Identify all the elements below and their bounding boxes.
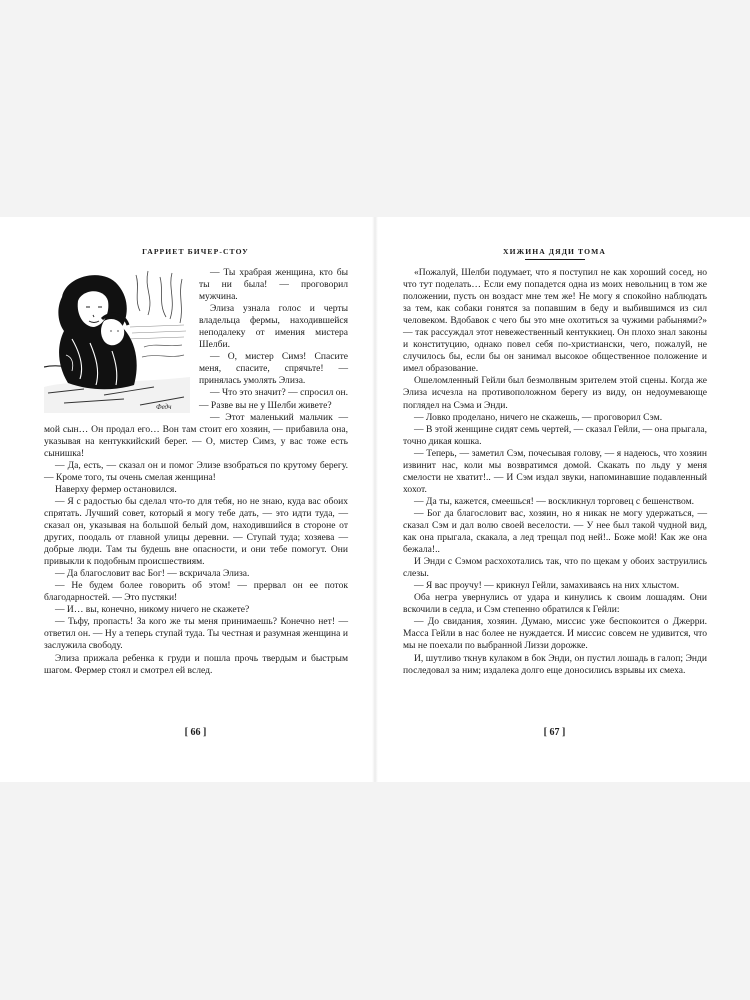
paragraph: — Бог да благословит вас, хозяин, но я никак не могу удержаться, — сказал Сэм и дал волю своей веселости. — У нее был такой чудной вид, как она прыгала, скакала, а лед трещал под ней!.. Боже мой! Как же она бежала!..	[403, 507, 707, 556]
paragraph: — Я вас проучу! — крикнул Гейли, замахиваясь на них хлыстом.	[414, 580, 680, 592]
paragraph: — Не будем более говорить об этом! — прервал он ее поток благодарностей. — Это пустяки!	[44, 580, 348, 604]
paragraph: И, шутливо ткнув кулаком в бок Энди, он пустил лошадь в галоп; Энди последовал за ним; издалека долго еще доносились взрывы их смеха.	[403, 652, 707, 676]
book-spread	[0, 217, 750, 782]
paragraph: — Что это значит? — спросил он. — Разве вы не у Шелби живете?	[199, 387, 348, 411]
right-page	[375, 217, 750, 782]
running-head-text: ГАРРИЕТ БИЧЕР-СТОУ	[142, 247, 249, 256]
paragraph: — До свидания, хозяин. Думаю, миссис уже беспокоится о Джерри. Масса Гейли в нас более не нуждается. И миссис совсем не удивится, что мы не поехали по выбранной Лиззи дорожке.	[403, 616, 707, 652]
head-rule	[525, 259, 585, 260]
page-number: [ 67 ]	[543, 727, 566, 738]
paragraph: Ошеломленный Гейли был безмолвным зрителем этой сцены. Когда же Элиза исчезла на противоположном берегу из виду, он недоумевающе поглядел на Сэма и Энди.	[403, 375, 707, 411]
right-page-text	[403, 267, 707, 677]
paragraph: — Теперь, — заметил Сэм, почесывая голову, — я надеюсь, что хозяин извинит нас, коли мы возвратимся домой. Скакать по льду у меня смелости не хватит!.. — И Сэм издал звуки, напоминавшие подавленный хохот.	[403, 447, 707, 495]
paragraph: — О, мистер Симз! Спасите меня, спасите, спрячьте! — принялась умолять Элиза.	[199, 351, 348, 387]
illustration-woman-with-child	[44, 267, 190, 413]
paragraph: Оба негра увернулись от удара и кинулись к своим лошадям. Они вскочили в седла, и Сэм степенно обратился к Гейли:	[403, 592, 707, 616]
paragraph: — Да, есть, — сказал он и помог Элизе взобраться по крутому берегу. — Кроме того, ты очень смелая женщина!	[44, 459, 348, 483]
left-page-text	[44, 267, 348, 677]
running-head-title	[403, 247, 706, 260]
paragraph: Элиза прижала ребенка к груди и пошла прочь твердым и быстрым шагом. Фермер стоял и смотрел ей вслед.	[44, 652, 348, 676]
paragraph: — Тьфу, пропасть! За кого же ты меня принимаешь? Конечно нет! — ответил он. — Ну а теперь ступай туда. Ты честная и разумная женщина и заслужила свободу.	[44, 616, 348, 652]
paragraph: Элиза узнала голос и черты владельца фермы, находившейся неподалеку от имения мистера Шелби.	[199, 303, 348, 351]
paragraph: Наверху фермер остановился.	[55, 483, 177, 495]
page-number: [ 66 ]	[184, 727, 207, 738]
running-head-text: ХИЖИНА ДЯДИ ТОМА	[503, 247, 606, 256]
illustration-signature: Федч	[156, 403, 172, 411]
paragraph: — Ловко проделано, ничего не скажешь, — проговорил Сэм.	[414, 411, 663, 423]
paragraph: — И… вы, конечно, никому ничего не скажете?	[55, 604, 250, 616]
paragraph: — Ты храбрая женщина, кто бы ты ни была! — проговорил мужчина.	[199, 267, 348, 303]
left-page	[0, 217, 375, 782]
paragraph: — Да благословит вас Бог! — вскричала Элиза.	[55, 568, 250, 580]
paragraph: «Пожалуй, Шелби подумает, что я поступил не как хороший сосед, но что тут поделать… Если ему попадется одна из моих невольниц в том же положении, пусть он воздаст мне тем же! Не могу я спокойно наблюдать за тем, как собаки гонятся за попавшим в беду и выбившимся из сил человеком. Вдобавок с чего бы это мне охотиться за чужими рабынями?» — так рассуждал этот невежественный кентуккиец. Он плохо знал законы и конституцию, однако повел себя по-христиански, чего, пожалуй, не случилось бы, если бы он занимал высокое общественное положение и имел образование.	[403, 267, 707, 375]
paragraph: — В этой женщине сидят семь чертей, — сказал Гейли, — она прыгала, точно дикая кошка.	[403, 423, 707, 447]
engraving-illustration	[44, 267, 190, 413]
paragraph: — Да ты, кажется, смеешься! — воскликнул торговец с бешенством.	[414, 495, 694, 507]
running-head-author	[44, 247, 347, 256]
paragraph: — Я с радостью бы сделал что-то для тебя, но не знаю, куда вас обоих спрятать. Лучший совет, который я могу тебе дать, — это идти туда, — сказал он, указывая на большой белый дом, находившийся в стороне от других, поодаль от главной улицы деревни. — Ступай туда; хозяева — добрые люди. Там ты будешь вне опасности, и они тебе помогут. Они привыкли к подобным происшествиям.	[44, 495, 348, 568]
paragraph: И Энди с Сэмом расхохотались так, что по щекам у обоих заструились слезы.	[403, 556, 707, 580]
paragraph: — Этот маленький мальчик — мой сын… Он продал его… Вон там стоит его хозяин, — прибавила она, указывая на кентуккийский берег. — О, мистер Симз, у вас тоже есть сынишка!	[44, 411, 348, 459]
